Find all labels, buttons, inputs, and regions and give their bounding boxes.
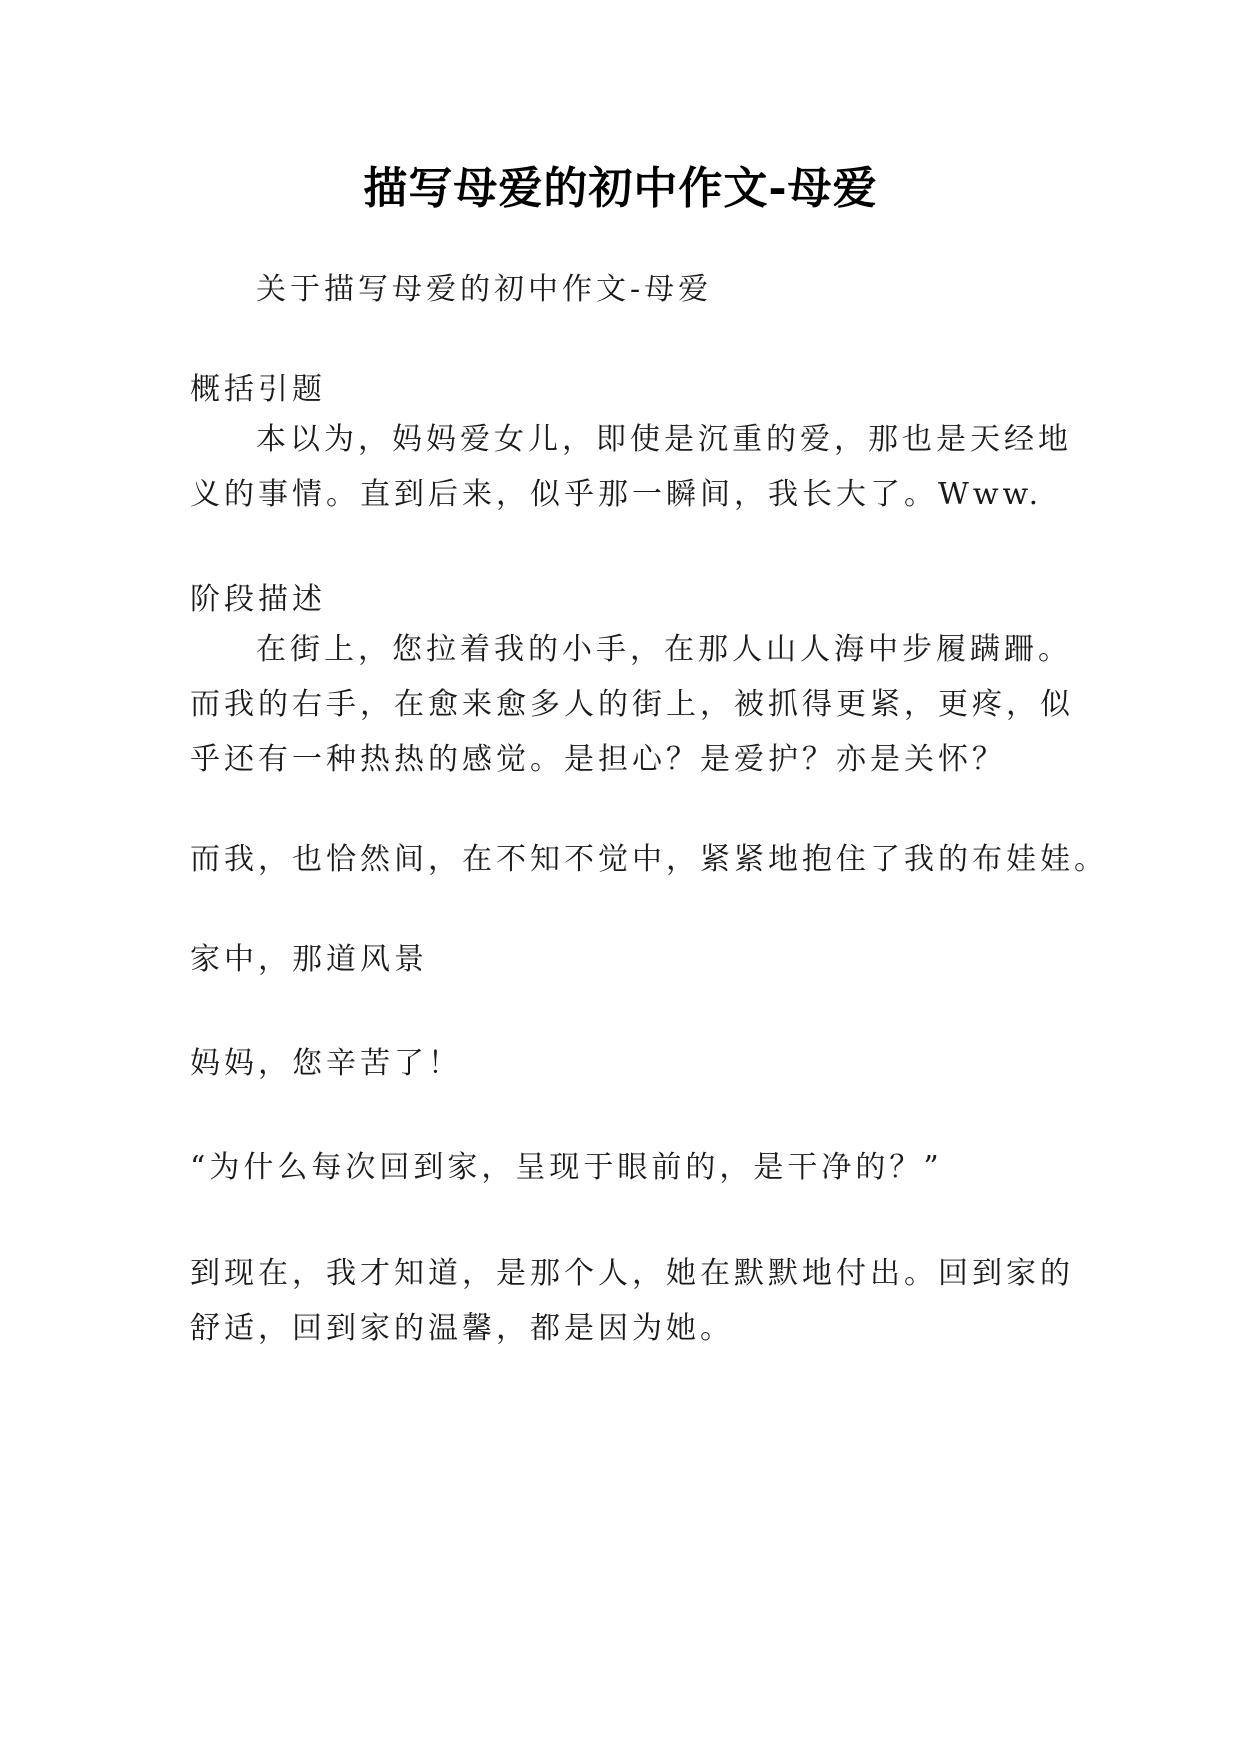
body-paragraph — [190, 1140, 1070, 1195]
paragraph-line: 到现在，我才知道，是那个人，她在默默地付出。回到家的 — [190, 1256, 1074, 1291]
subtitle-paragraph — [190, 262, 1070, 317]
section-heading — [190, 362, 1070, 417]
paragraph-line: 妈妈，您辛苦了！ — [190, 1046, 462, 1081]
paragraph-line: 家中，那道风景 — [190, 942, 428, 977]
section-heading-text: 概括引题 — [190, 372, 326, 407]
document-title: 描写母爱的初中作文-母爱 — [363, 163, 878, 214]
section-heading — [190, 572, 1070, 627]
body-paragraph — [190, 622, 1074, 787]
body-paragraph — [190, 1036, 1070, 1091]
paragraph-line: 而我的右手，在愈来愈多人的街上，被抓得更紧，更疼，似 — [190, 687, 1074, 722]
paragraph-line: 舒适，回到家的温馨，都是因为她。 — [190, 1311, 734, 1346]
paragraph-line: “为什么每次回到家，呈现于眼前的，是干净的？” — [190, 1150, 943, 1185]
body-paragraph — [190, 1246, 1074, 1356]
paragraph-line: 在街上，您拉着我的小手，在那人山人海中步履蹒跚。 — [256, 632, 1072, 667]
paragraph-line: 而我，也恰然间，在不知不觉中，紧紧地抱住了我的布娃娃。 — [190, 842, 1108, 877]
subtitle-line: 关于描写母爱的初中作文-母爱 — [256, 272, 713, 307]
paragraph-line: 本以为，妈妈爱女儿，即使是沉重的爱，那也是天经地 — [256, 422, 1072, 457]
body-paragraph — [190, 832, 1108, 887]
paragraph-line: 乎还有一种热热的感觉。是担心？是爱护？亦是关怀？ — [190, 742, 1006, 777]
body-paragraph — [190, 932, 1070, 987]
paragraph-line: 义的事情。直到后来，似乎那一瞬间，我长大了。Www. — [190, 477, 1043, 512]
section-heading-text: 阶段描述 — [190, 582, 326, 617]
body-paragraph — [190, 412, 1070, 522]
